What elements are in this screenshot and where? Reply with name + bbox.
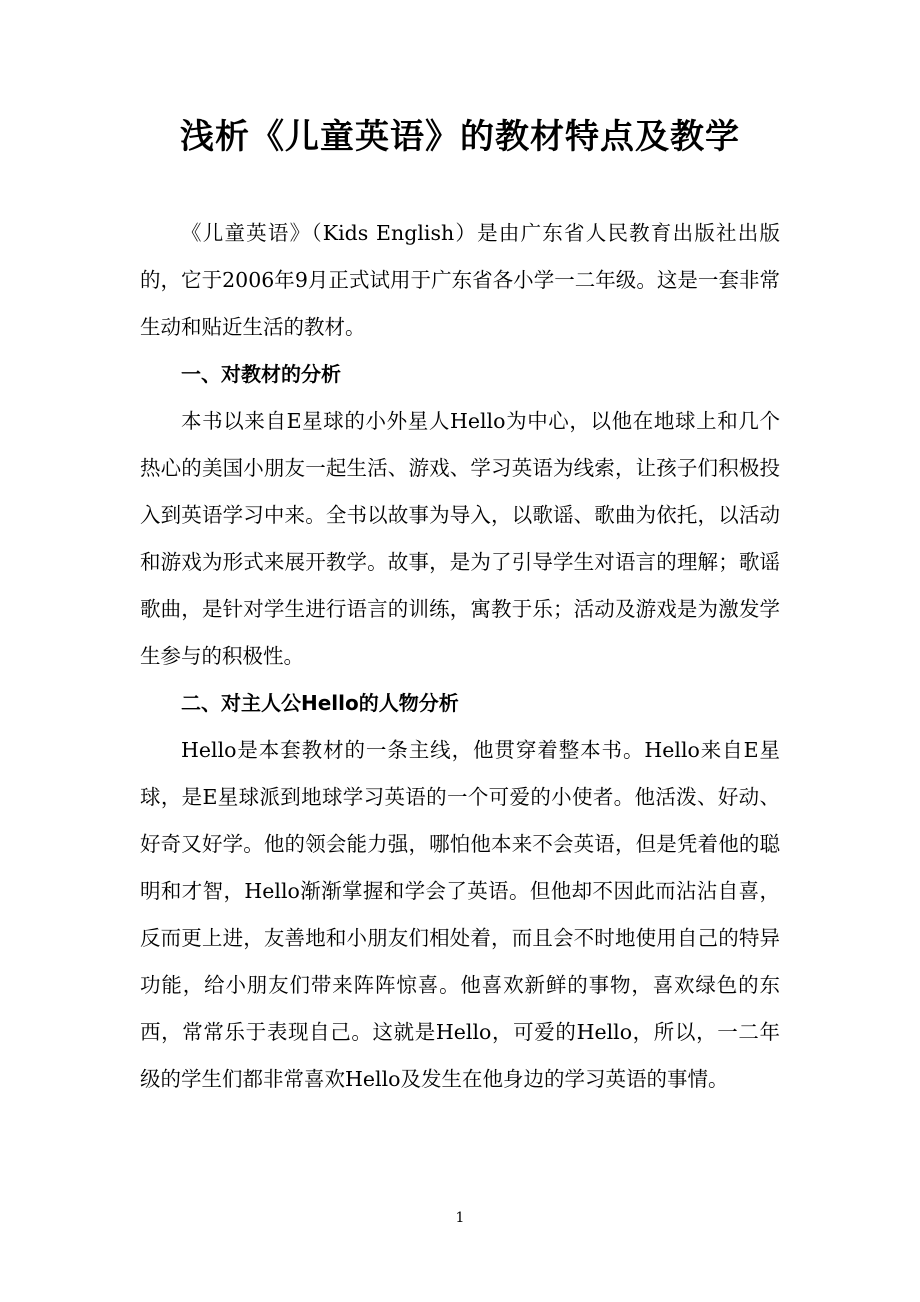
section-1-paragraph: 本书以来自E星球的小外星人Hello为中心，以他在地球上和几个热心的美国小朋友一起生活、游戏、学习英语为线索，让孩子们积极投入到英语学习中来。全书以故事为导入，以歌谣、歌曲为依托，以活动和游戏为形式来展开教学。故事，是为了引导学生对语言的理解；歌谣歌曲，是针对学生进行语言的训练，寓教于乐；活动及游戏是为激发学生参与的积极性。: [140, 409, 780, 668]
document-title: 浅析《儿童英语》的教材特点及教学: [180, 117, 740, 157]
section-2-heading: 二、对主人公Hello的人物分析: [181, 691, 459, 715]
section-1-heading: 一、对教材的分析: [181, 362, 341, 386]
intro-paragraph: 《儿童英语》（Kids English）是由广东省人民教育出版社出版的，它于2006年9月正式试用于广东省各小学一二年级。这是一套非常生动和贴近生活的教材。: [140, 221, 780, 339]
document-body: [140, 210, 780, 1103]
page-number: 1: [455, 1210, 465, 1226]
section-2-paragraph: Hello是本套教材的一条主线，他贯穿着整本书。Hello来自E星球，是E星球派到地球学习英语的一个可爱的小使者。他活泼、好动、好奇又好学。他的领会能力强，哪怕他本来不会英语，但是凭着他的聪明和才智，Hello渐渐掌握和学会了英语。但他却不因此而沾沾自喜，反而更上进，友善地和小朋友们相处着，而且会不时地使用自己的特异功能，给小朋友们带来阵阵惊喜。他喜欢新鲜的事物，喜欢绿色的东西，常常乐于表现自己。这就是Hello，可爱的Hello，所以，一二年级的学生们都非常喜欢Hello及发生在他身边的学习英语的事情。: [140, 738, 780, 1091]
